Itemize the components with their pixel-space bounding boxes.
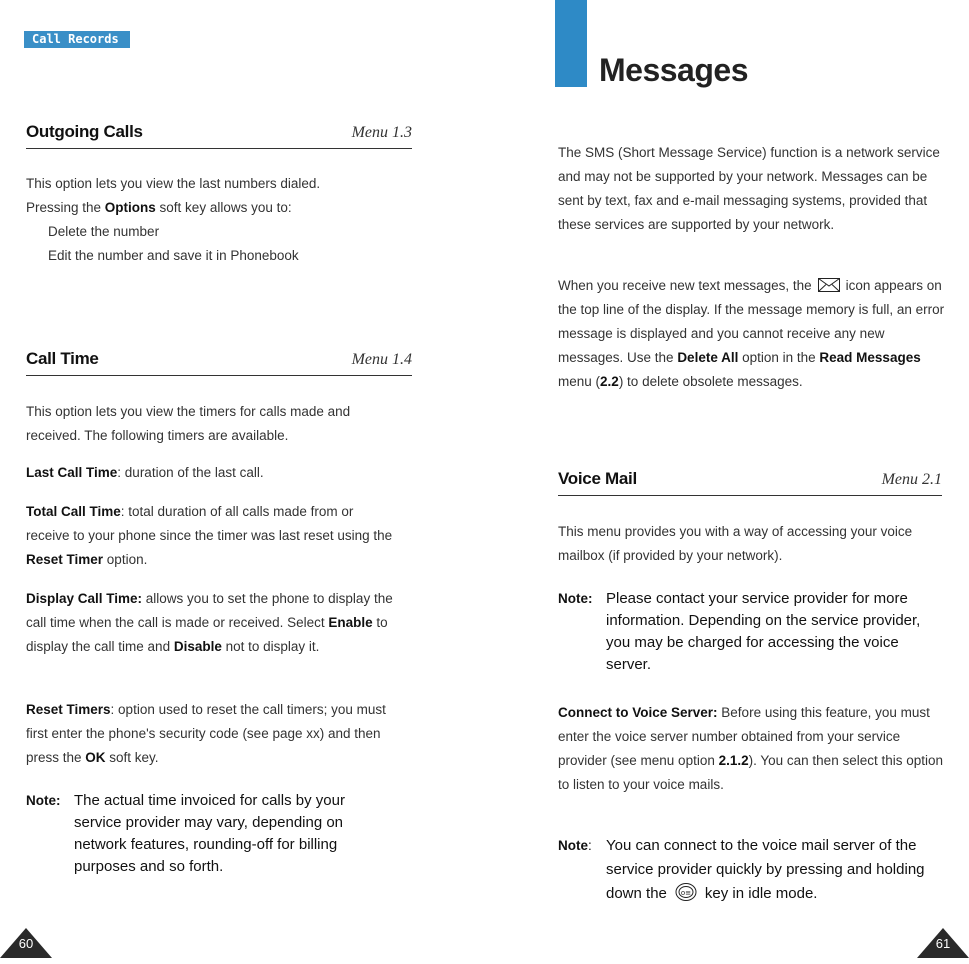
reset-timers-desc (26, 698, 406, 770)
text-run: Pressing the (26, 200, 105, 215)
text-run: : total duration of all calls made from or receive to your phone since the timer was last reset using the (26, 504, 393, 543)
option-item: Delete the number (48, 224, 160, 239)
text-run: Before using this feature, you must enter the voice server number obtained from your service provider (see menu option (558, 705, 930, 768)
text-run: allows you to set the phone to display the call time when the call is made or received. Select (26, 591, 393, 630)
note-label-colon: : (588, 838, 592, 853)
last-call-time-desc (26, 461, 406, 485)
envelope-icon (818, 278, 840, 292)
text-run: : duration of the last call. (117, 465, 264, 480)
term: Connect to Voice Server: (558, 705, 718, 720)
text-run: option in the (738, 350, 820, 365)
text-run: ). You can then select this option to listen to your voice mails. (558, 753, 944, 792)
text-run: When you receive new text messages, the (558, 278, 812, 293)
term: Display Call Time: (26, 591, 143, 606)
note-text: Please contact your service provider for more information. Depending on the service provider, you may be charged for accessing the voice server. (606, 590, 921, 673)
connect-voice-server-desc (558, 701, 948, 797)
voicemail-key-icon (675, 882, 697, 902)
term: Disable (173, 639, 222, 654)
term: 2.1.2 (718, 753, 749, 768)
call-time-menu-number: Menu 1.4 (351, 351, 412, 368)
section-tag: Call Records (24, 31, 130, 48)
term: Enable (328, 615, 373, 630)
term: Reset Timer (26, 552, 104, 567)
note-label-text: Note (558, 838, 588, 853)
right-page (485, 0, 969, 958)
new-message-desc (558, 274, 946, 394)
note-text (606, 834, 948, 906)
note-label: Note: (558, 591, 593, 606)
outgoing-calls-text (26, 172, 416, 268)
chapter-title: Messages (599, 52, 748, 88)
text-run: key in idle mode. (704, 885, 818, 902)
outgoing-calls-heading (26, 122, 412, 149)
text-run: menu ( (558, 374, 601, 389)
display-call-time-desc (26, 587, 406, 659)
chapter-marker (555, 0, 587, 87)
text-run: to display the call time and (26, 615, 388, 654)
outgoing-line-1: This option lets you view the last numbers dialed. (26, 176, 321, 191)
call-time-note (26, 790, 386, 880)
call-time-heading (26, 349, 412, 376)
note-text: The actual time invoiced for calls by your service provider may vary, depending on network features, rounding-off for billing purposes and so forth. (74, 792, 345, 875)
voice-mail-title: Voice Mail (558, 469, 637, 488)
term: 2.2 (600, 374, 619, 389)
voice-mail-intro: This menu provides you with a way of accessing your voice mailbox (if provided by your network). (558, 524, 913, 563)
page-number-right (917, 924, 969, 958)
voice-mail-menu-number: Menu 2.1 (881, 471, 942, 488)
text-run: not to display it. (221, 639, 320, 654)
text-run: option. (103, 552, 148, 567)
term: Read Messages (819, 350, 921, 365)
term: Reset Timers (26, 702, 111, 717)
text-run: : option used to reset the call timers; you must first enter the phone's security code (see page xx) and then press the (26, 702, 386, 765)
text-run: soft key. (105, 750, 159, 765)
term: Last Call Time (26, 465, 118, 480)
left-page (0, 0, 470, 958)
svg-text:o≡: o≡ (680, 889, 691, 897)
call-time-title: Call Time (26, 349, 99, 368)
term: Delete All (677, 350, 739, 365)
voice-mail-note-2 (558, 834, 948, 914)
page-number-left (0, 924, 52, 958)
call-time-intro: This option lets you view the timers for calls made and received. The following timers are available. (26, 404, 351, 443)
term: Total Call Time (26, 504, 121, 519)
options-softkey-label: Options (104, 200, 156, 215)
text-run: icon appears on the top line of the display. If the message memory is full, an error message is displayed and you cannot receive any new messages. Use the (558, 278, 945, 365)
term: OK (85, 750, 106, 765)
text-run: ) to delete obsolete messages. (618, 374, 803, 389)
option-item: Edit the number and save it in Phonebook (48, 248, 299, 263)
page-number-text: 61 (935, 936, 951, 951)
text-run: soft key allows you to: (155, 200, 292, 215)
outgoing-calls-menu-number: Menu 1.3 (351, 124, 412, 141)
outgoing-calls-title: Outgoing Calls (26, 122, 143, 141)
voice-mail-note-1 (558, 588, 944, 678)
voice-mail-heading (558, 469, 942, 496)
page-number-text: 60 (18, 936, 34, 951)
sms-intro: The SMS (Short Message Service) function is a network service and may not be supported by your network. Messages can be sent by text, fax and e-mail messaging systems, provided that these services are supported by your network. (558, 145, 940, 232)
note-label (558, 834, 592, 858)
text-run: You can connect to the voice mail server of the service provider quickly by pressing and holding down the (606, 837, 925, 902)
note-label: Note: (26, 793, 61, 808)
total-call-time-desc (26, 500, 398, 572)
outgoing-line-2 (26, 196, 416, 220)
